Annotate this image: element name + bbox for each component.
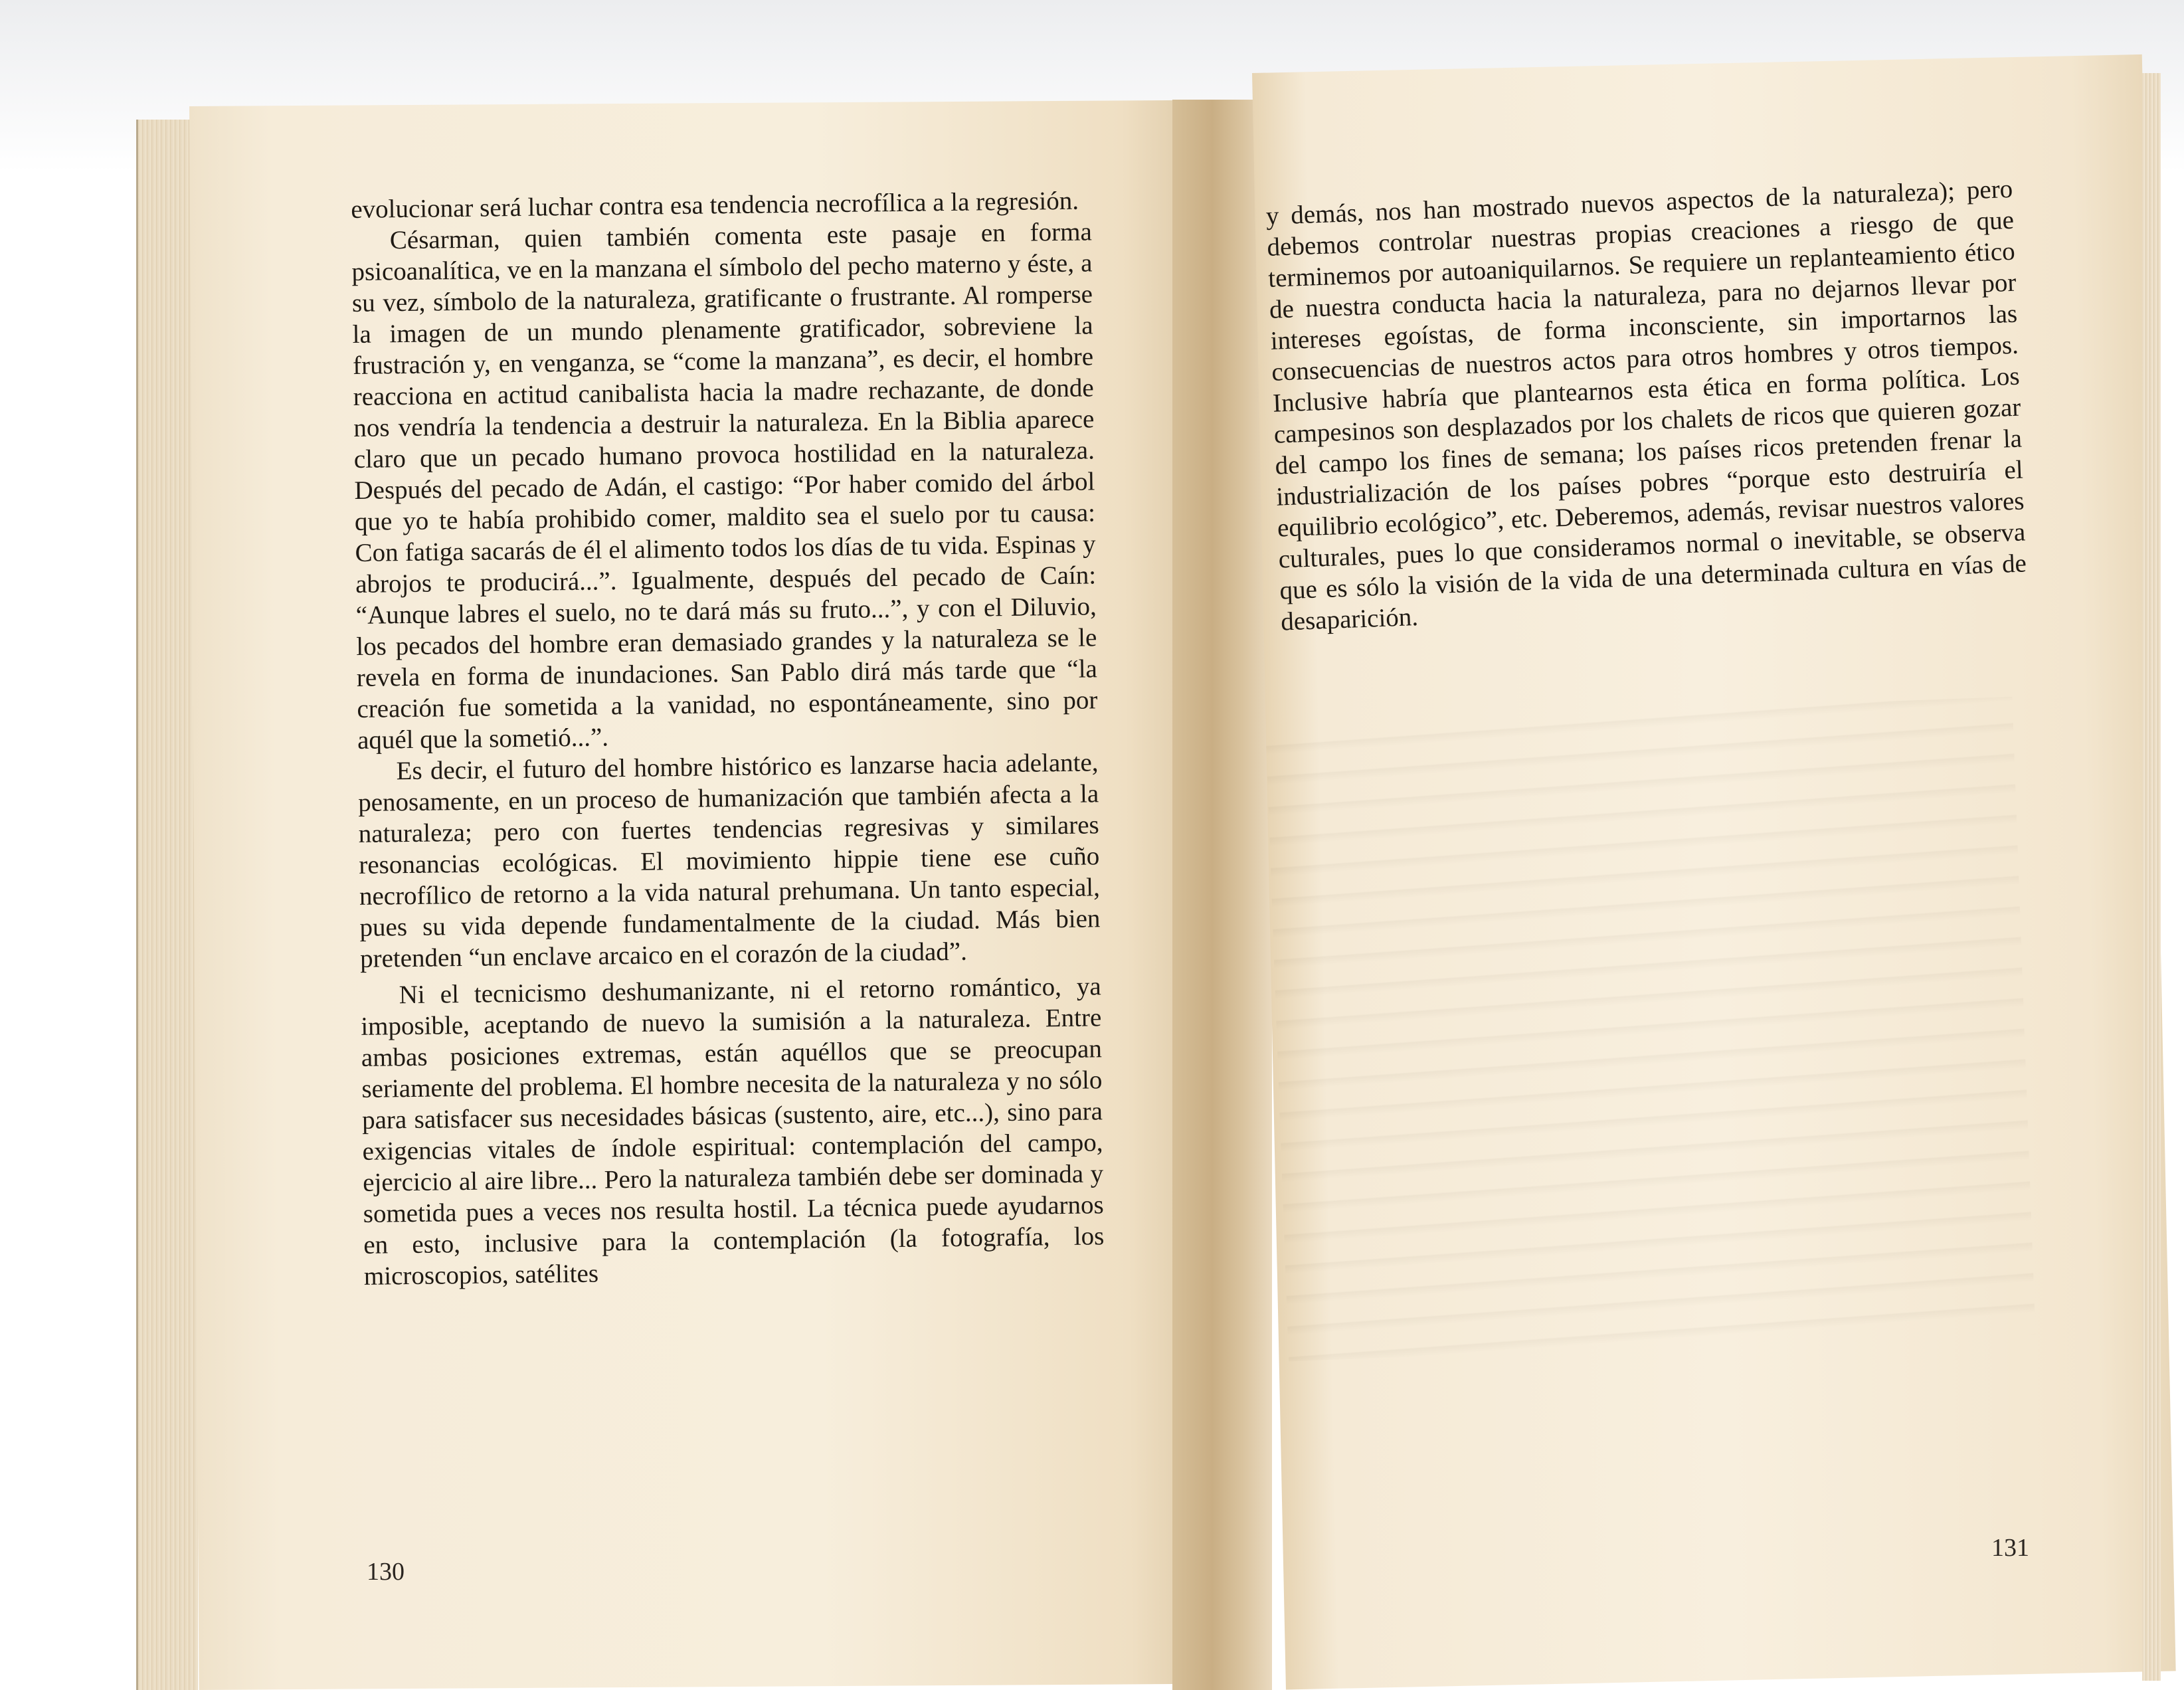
page-number-right: 131 <box>1991 1534 2029 1562</box>
left-paragraph: Ni el tecnicismo deshumanizante, ni el retorno romántico, ya imposible, aceptando de nuevo la sumisión a la naturaleza. Entre ambas posiciones extremas, están aquéllos que se preocupan seriamente del problema. El hombre necesita de la naturaleza y no sólo para satisfacer sus necesidades básicas (sustento, aire, etc...), sino para exigencias vitales de índole espiritual: contemplación del campo, ejercicio al aire libre... Pero la naturaleza también debe ser dominada y sometida pues a veces nos resulta hostil. La técnica puede ayudarnos en esto, inclusive para la contemplación (la fotografía, los microscopios, satélites <box>361 972 1105 1291</box>
left-paragraph: Césarman, quien también comenta este pasaje en forma psicoanalítica, ve en la manzana el símbolo del pecho materno y éste, a su vez, símbolo de la naturaleza, gratificante o frustrante. Al romperse la imagen de un mundo plenamente gratificador, sobreviene la frustración y, en venganza, se “come la manzana”, es decir, el hombre reacciona en actitud canibalista hacia la madre rechazante, de donde nos vendría la tendencia a destruir la naturaleza. En la Biblia aparece claro que un pecado humano provoca hostilidad en la naturaleza. Después del pecado de Adán, el castigo: “Por haber comido del árbol que yo te había prohibido comer, maldito sea el suelo por tu causa: Con fatiga sacarás de él el alimento todos los días de tu vida. Espinas y abrojos te producirá...”. Igualmente, después del pecado de Caín: “Aunque labres el suelo, no te dará más su fruto...”, y con el Diluvio, los pecados del hombre eran demasiado grandes y la naturaleza se le revela en forma de inundaciones. San Pablo dirá más tarde que “la creación fue sometida a la vanidad, no espontáneamente, sino por aquél que la sometió...”. <box>351 217 1098 755</box>
right-page-text <box>1265 173 2028 638</box>
right-page-edges <box>2142 73 2161 1681</box>
left-page-text <box>351 185 1105 1291</box>
left-paragraph: Es decir, el futuro del hombre histórico es lanzarse hacia adelante, penosamente, en un proceso de humanización que también afecta a la naturaleza; pero con fuertes tendencias regresivas y similares resonancias ecológicas. El movimiento hippie tiene ese cuño necrofílico de retorno a la vida natural prehumana. Un tanto especial, pues su vida depende fundamentalmente de la ciudad. Más bien pretenden “un enclave arcaico en el corazón de la ciudad”. <box>357 748 1101 973</box>
left-page-edges <box>136 120 198 1690</box>
show-through-text <box>1265 697 2035 1362</box>
page-number-left: 130 <box>367 1558 405 1586</box>
right-paragraph: y demás, nos han mostrado nuevos aspectos de la naturaleza); pero debemos controlar nuestras propias creaciones a riesgo de que terminemos por autoaniquilarnos. Se requiere un replanteamiento ético de nuestra conducta hacia la naturaleza, para no dejarnos llevar por intereses egoístas, de forma inconsciente, sin importarnos las consecuencias de nuestros actos para otros hombres y otros tiempos. Inclusive habría que plantearnos esta ética en forma política. Los campesinos son desplazados por los chalets de ricos que quieren gozar del campo los fines de semana; los países ricos pretenden frenar la industrialización de los países pobres “porque esto destruiría el equilibrio ecológico”, etc. Deberemos, además, revisar nuestros valores culturales, pues lo que consideramos normal o inevitable, se observa que es sólo la visión de la vida de una determinada cultura en vías de desaparición. <box>1265 174 2027 636</box>
left-paragraph: evolucionar será luchar contra esa tendencia necrofílica a la regresión. <box>351 186 1079 224</box>
